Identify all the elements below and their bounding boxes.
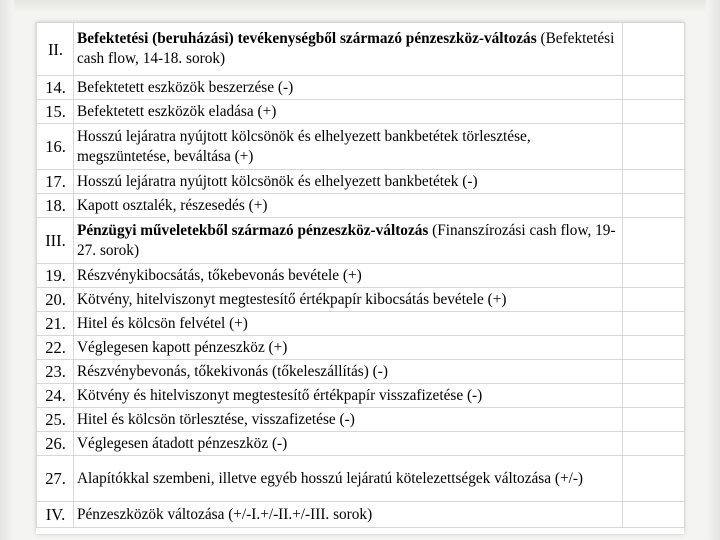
table-row [37,170,685,194]
value-cell [623,408,685,432]
row-label: Véglegesen kapott pénzeszköz (+) [74,336,623,360]
row-label: Hosszú lejáratra nyújtott kölcsönök és elhelyezett bankbetétek törlesztése, megszüntetése, beváltása (+) [74,124,623,170]
row-number: 27. [37,456,74,502]
table-row [37,194,685,218]
row-number: 19. [37,264,74,288]
table-row [37,432,685,456]
table-row [37,76,685,100]
table-row [37,502,685,528]
table-row [37,218,685,264]
value-cell [623,23,685,76]
value-cell [623,76,685,100]
value-cell [623,336,685,360]
row-label: Véglegesen átadott pénzeszköz (-) [74,432,623,456]
value-cell [623,312,685,336]
row-number: 21. [37,312,74,336]
table-row [37,124,685,170]
row-label: Befektetett eszközök eladása (+) [74,100,623,124]
frame-top-edge [0,0,720,14]
row-label: Kapott osztalék, részesedés (+) [74,194,623,218]
row-number: 25. [37,408,74,432]
row-number: 15. [37,100,74,124]
row-label: Hitel és kölcsön törlesztése, visszafizetése (-) [74,408,623,432]
row-number: 14. [37,76,74,100]
row-label: Részvénybevonás, tőkekivonás (tőkeleszállítás) (-) [74,360,623,384]
row-label: Részvénykibocsátás, tőkebevonás bevétele (+) [74,264,623,288]
row-number: II. [37,23,74,76]
row-label-text: (Finanszírozási cash flow, 19-27. sorok) [77,221,616,259]
row-label-text: (Befektetési cash flow, 14-18. sorok) [77,30,615,67]
frame-left-edge [0,0,14,540]
row-number: IV. [37,502,74,528]
row-number: 23. [37,360,74,384]
table-row [37,384,685,408]
row-number: 24. [37,384,74,408]
row-number: 26. [37,432,74,456]
value-cell [623,432,685,456]
value-cell [623,384,685,408]
row-label-bold: Pénzügyi műveletekből származó pénzeszköz-változás [77,221,429,239]
table-row [37,23,685,76]
row-label: Kötvény és hitelviszonyt megtestesítő értékpapír visszafizetése (-) [74,384,623,408]
table-row [37,312,685,336]
row-label-bold: Befektetési (beruházási) tevékenységből származó pénzeszköz-változás [77,30,537,47]
value-cell [623,264,685,288]
table-row [37,408,685,432]
row-label: Hitel és kölcsön felvétel (+) [74,312,623,336]
row-number: 16. [37,124,74,170]
value-cell [623,100,685,124]
value-cell [623,194,685,218]
table-row [37,264,685,288]
row-number: 22. [37,336,74,360]
row-number: 20. [37,288,74,312]
cash-flow-table [36,22,685,528]
value-cell [623,170,685,194]
table-row [37,100,685,124]
row-number: 17. [37,170,74,194]
table-row [37,288,685,312]
value-cell [623,502,685,528]
table-row [37,360,685,384]
row-label [74,218,623,264]
table-row [37,456,685,502]
value-cell [623,124,685,170]
row-number: 18. [37,194,74,218]
value-cell [623,456,685,502]
row-label: Pénzeszközök változása (+/-I.+/-II.+/-III. sorok) [74,502,623,528]
row-label: Hosszú lejáratra nyújtott kölcsönök és elhelyezett bankbetétek (-) [74,170,623,194]
row-label: Kötvény, hitelviszonyt megtestesítő értékpapír kibocsátás bevétele (+) [74,288,623,312]
value-cell [623,218,685,264]
value-cell [623,360,685,384]
row-number: III. [37,218,74,264]
frame-right-edge [706,0,720,540]
row-label [74,23,623,76]
table-row [37,336,685,360]
value-cell [623,288,685,312]
row-label: Alapítókkal szembeni, illetve egyéb hosszú lejáratú kötelezettségek változása (+/-) [74,456,623,502]
row-label: Befektetett eszközök beszerzése (-) [74,76,623,100]
